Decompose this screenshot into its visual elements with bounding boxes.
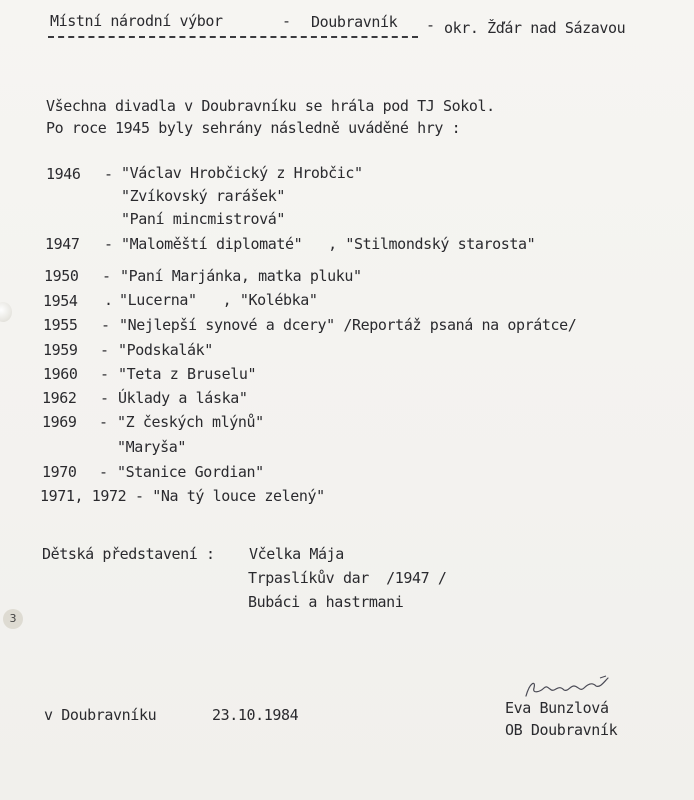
play-title: "Z českých mlýnů": [117, 413, 264, 431]
play-title: "Zvíkovský rarášek": [121, 187, 285, 205]
play-separator: -: [104, 165, 113, 183]
header-underline: [48, 36, 418, 38]
handwritten-signature: [522, 674, 612, 704]
play-title: "Lucerna" , "Kolébka": [119, 291, 318, 309]
play-year: 1970: [42, 463, 77, 481]
play-title: "Teta z Bruselu": [118, 365, 257, 383]
play-separator: .: [104, 291, 113, 309]
header-district: okr. Žďár nad Sázavou: [444, 19, 626, 37]
play-title: "Stanice Gordian": [117, 463, 264, 481]
footer-date: 23.10.1984: [212, 706, 299, 724]
play-year: 1969: [42, 413, 77, 431]
play-year: 1962: [42, 389, 77, 407]
play-separator: -: [102, 267, 111, 285]
play-year: 1950: [44, 267, 79, 285]
play-title: "Podskalák": [118, 341, 213, 359]
footer-name: Eva Bunzlová: [505, 699, 609, 717]
play-title: "Maryša": [117, 438, 187, 456]
punch-hole: [0, 302, 12, 322]
footer-org: OB Doubravník: [505, 721, 618, 739]
play-year: 1959: [43, 341, 78, 359]
play-year: 1954: [43, 292, 78, 310]
play-year: 1955: [43, 316, 78, 334]
play-year: 1947: [45, 235, 80, 253]
children-item: Trpaslíkův dar /1947 /: [248, 569, 447, 587]
children-item: Včelka Mája: [249, 545, 344, 563]
play-year: 1946: [46, 165, 81, 183]
play-title: "Václav Hrobčický z Hrobčic": [121, 164, 363, 182]
play-separator: -: [100, 389, 109, 407]
play-last: 1971, 1972 - "Na tý louce zelený": [40, 487, 325, 505]
play-separator: -: [100, 365, 109, 383]
play-title: "Paní Marjánka, matka pluku": [120, 267, 362, 285]
play-separator: -: [100, 341, 109, 359]
play-year: 1960: [43, 365, 78, 383]
header-dash-1: -: [282, 12, 291, 30]
children-item: Bubáci a hastrmani: [248, 593, 404, 611]
play-title: "Paní mincmistrová": [121, 210, 285, 228]
footer-place: v Doubravníku: [44, 706, 157, 724]
play-separator: -: [104, 235, 113, 253]
margin-mark: 3: [3, 609, 23, 629]
play-separator: -: [101, 316, 110, 334]
play-separator: -: [99, 413, 108, 431]
children-label: Dětská představení :: [42, 545, 215, 563]
header-authority: Místní národní výbor: [50, 12, 223, 30]
intro-line-2: Po roce 1945 byly sehrány následně uváděné hry :: [46, 119, 461, 137]
header-dash-2: -: [426, 16, 435, 34]
intro-line-1: Všechna divadla v Doubravníku se hrála pod TJ Sokol.: [46, 97, 495, 115]
play-title: "Maloměští diplomaté" , "Stilmondský starosta": [121, 235, 536, 253]
play-title: Úklady a láska": [118, 389, 248, 407]
play-title: "Nejlepší synové a dcery" /Reportáž psaná na oprátce/: [119, 316, 577, 334]
play-separator: -: [99, 463, 108, 481]
header-village: Doubravník: [311, 13, 398, 31]
